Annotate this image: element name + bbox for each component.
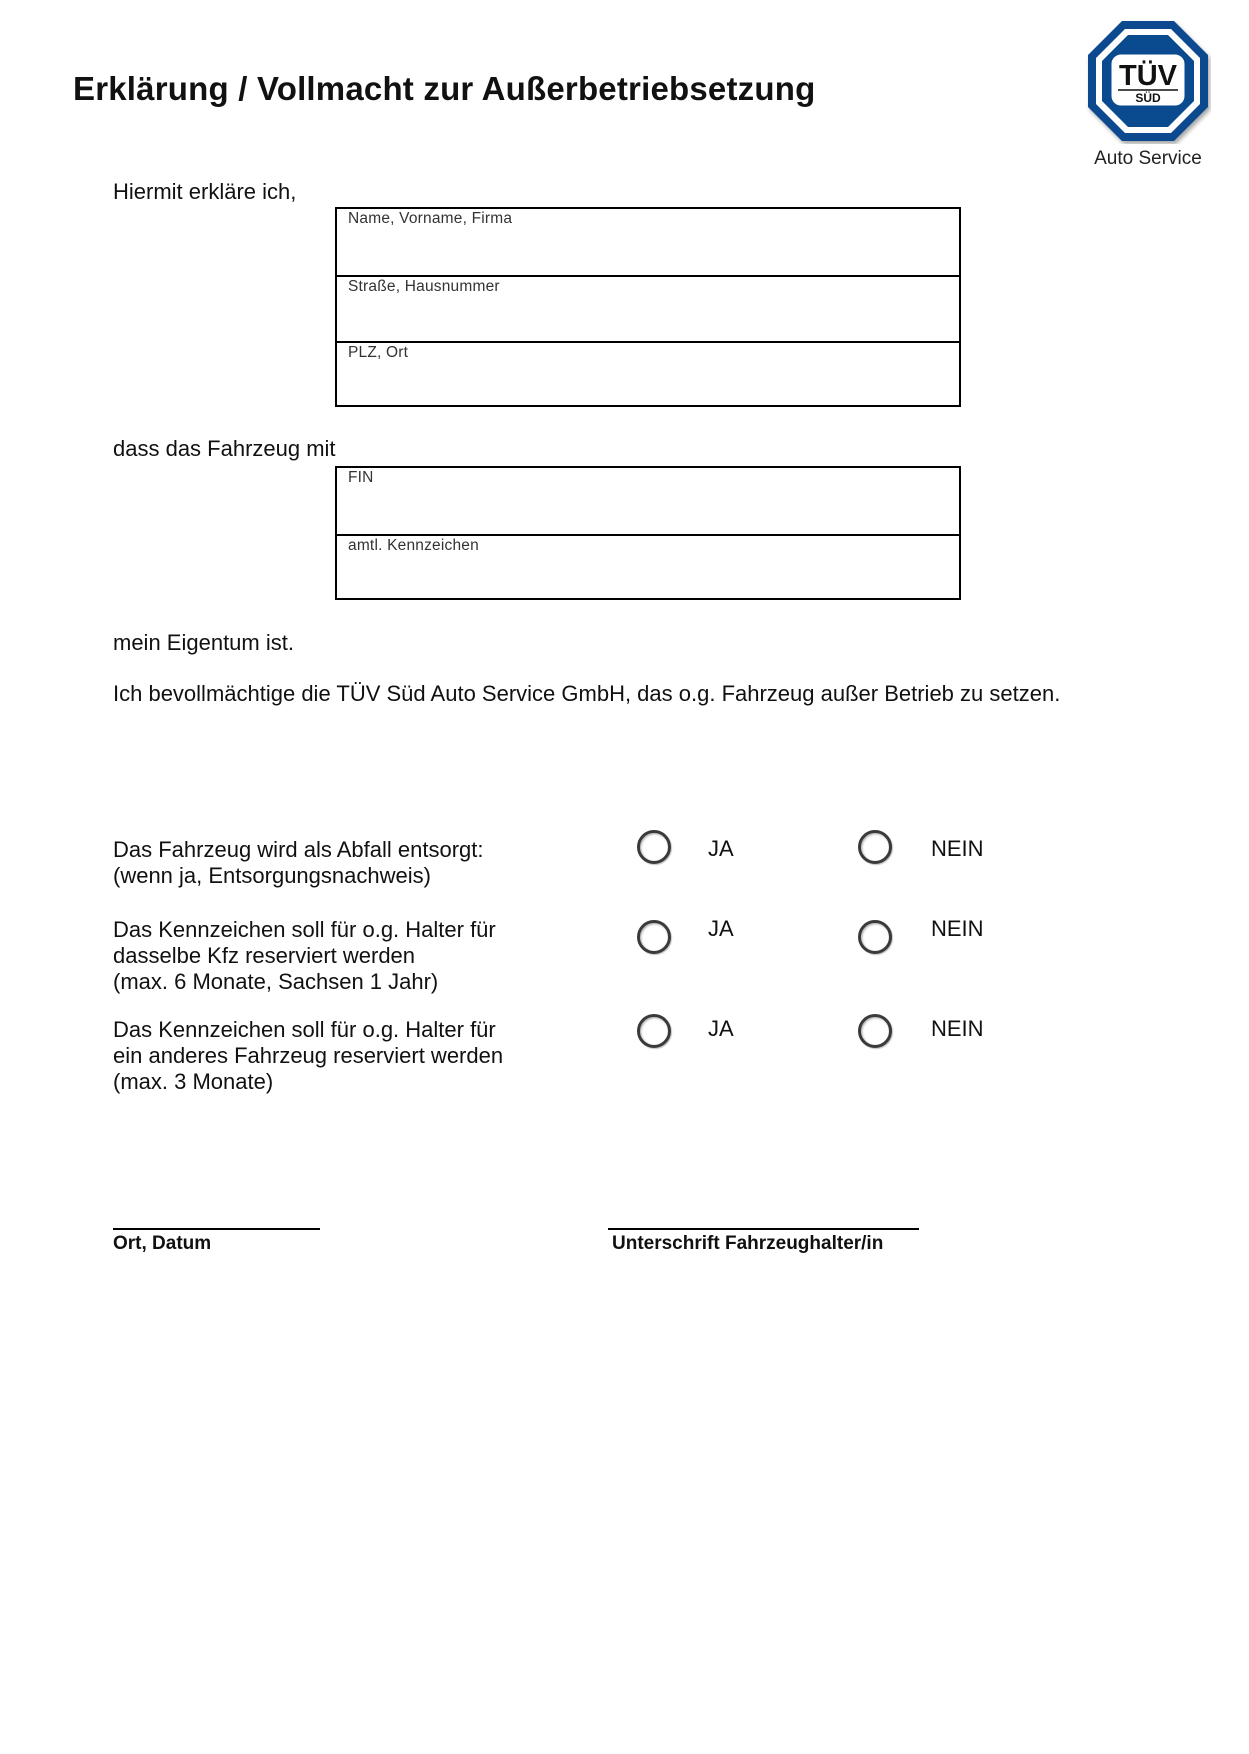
disposal-no-label: NEIN [931,836,984,861]
question-reserve-other [113,1017,503,1095]
question-disposal [113,837,484,889]
vehicle-fields-box [335,466,961,600]
svg-text:SÜD: SÜD [1135,91,1161,105]
disposal-no-radio[interactable] [858,830,892,864]
fin-field-label: FIN [348,469,374,486]
place-date-signature-line[interactable] [113,1228,320,1230]
logo-caption: Auto Service [1094,148,1202,169]
street-field-label: Straße, Hausnummer [348,278,500,295]
owner-fields-box [335,207,961,407]
reserve-same-no-radio[interactable] [858,920,892,954]
plate-field-label: amtl. Kennzeichen [348,537,479,554]
ownership-text: mein Eigentum ist. [113,630,294,655]
holder-signature-line[interactable] [608,1228,919,1230]
question-reserve-other-line2: ein anderes Fahrzeug reserviert werden [113,1043,504,1068]
question-reserve-same-line2: dasselbe Kfz reserviert werden [113,943,416,968]
reserve-same-yes-radio[interactable] [637,920,671,954]
question-reserve-other-line1: Das Kennzeichen soll für o.g. Halter für [113,1017,496,1042]
disposal-yes-radio[interactable] [637,830,671,864]
question-reserve-same-line1: Das Kennzeichen soll für o.g. Halter für [113,917,496,942]
question-reserve-same-line3: (max. 6 Monate, Sachsen 1 Jahr) [113,969,439,994]
vehicle-intro-text: dass das Fahrzeug mit [113,436,336,461]
disposal-yes-label: JA [708,836,734,861]
reserve-same-no-label: NEIN [931,916,984,941]
holder-signature-label: Unterschrift Fahrzeughalter/in [612,1233,884,1254]
reserve-other-no-radio[interactable] [858,1014,892,1048]
page-title: Erklärung / Vollmacht zur Außerbetriebsetzung [73,70,816,107]
place-date-label: Ort, Datum [113,1233,212,1254]
question-disposal-line2: (wenn ja, Entsorgungsnachweis) [113,863,431,888]
fin-field[interactable] [337,468,959,534]
city-field-label: PLZ, Ort [348,344,409,361]
plate-field[interactable] [337,534,959,598]
reserve-other-yes-label: JA [708,1016,734,1041]
name-field[interactable] [337,209,959,275]
intro-text: Hiermit erkläre ich, [113,179,297,204]
reserve-other-yes-radio[interactable] [637,1014,671,1048]
authorization-text: Ich bevollmächtige die TÜV Süd Auto Service GmbH, das o.g. Fahrzeug außer Betrieb zu setzen. [113,681,1061,706]
street-field[interactable] [337,275,959,341]
question-reserve-same [113,917,496,995]
question-disposal-line1: Das Fahrzeug wird als Abfall entsorgt: [113,837,484,862]
svg-text:TÜV: TÜV [1119,60,1177,92]
question-reserve-other-line3: (max. 3 Monate) [113,1069,274,1094]
name-field-label: Name, Vorname, Firma [348,210,513,227]
city-field[interactable] [337,341,959,405]
reserve-other-no-label: NEIN [931,1016,984,1041]
reserve-same-yes-label: JA [708,916,734,941]
tuev-sued-logo [1085,18,1211,144]
